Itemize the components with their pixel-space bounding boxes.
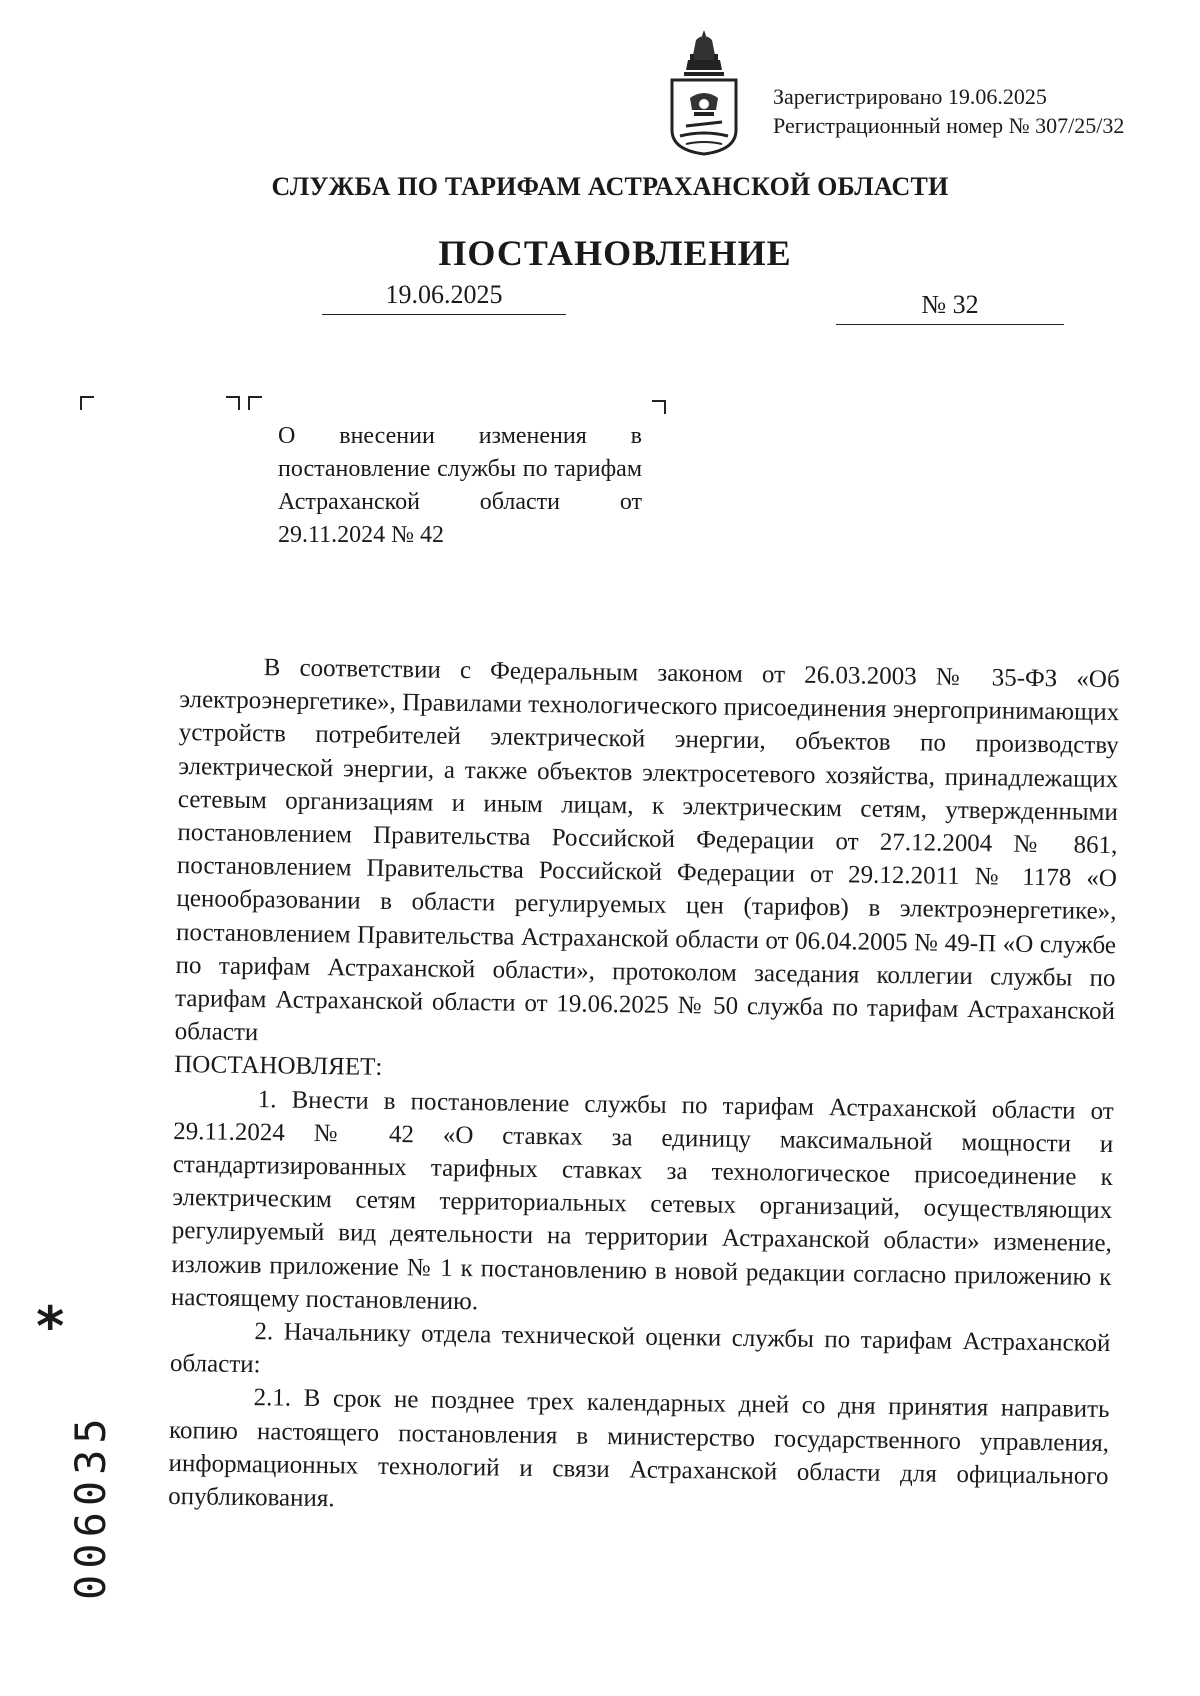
item-2-paragraph: 2. Начальнику отдела технической оценки службы по тарифам Астраханской области:: [169, 1318, 1111, 1379]
item-1-paragraph: 1. Внести в постановление службы по тарифам Астраханской области от 29.11.2024 № 42 «О ставках за единицу максимальной мощности и стандартизированных тарифных ставках за технологическое присоединение к электрическим сетям территориальных сетевых организаций, осуществляющих регулируемый вид деятельности на территории Астраханской области» изменение, изложив приложение № 1 к постановлению в новой редакции согласно приложению к настоящему постановлению.: [170, 1085, 1114, 1316]
stamp-mark: *: [34, 1295, 67, 1358]
registration-note: [773, 82, 1124, 140]
bracket-corner: [248, 396, 262, 410]
coat-of-arms-icon: [666, 26, 742, 156]
registration-number: Регистрационный номер № 307/25/32: [773, 113, 1125, 138]
item-2-1-paragraph: 2.1. В срок не позднее трех календарных дней со дня принятия направить копию настоящего постановления в министерство государственного управления, информационных технологий и связи Астраханской области для официального опубликования.: [167, 1384, 1110, 1513]
resolves-heading: ПОСТАНОВЛЯЕТ:: [174, 1051, 383, 1082]
bracket-corner: [652, 400, 666, 414]
document-type: ПОСТАНОВЛЕНИЕ: [438, 233, 792, 273]
side-stamp: [22, 1295, 115, 1600]
stamp-code: 006035: [66, 1412, 115, 1600]
document-date: 19.06.2025: [322, 280, 566, 315]
registration-date: Зарегистрировано 19.06.2025: [773, 84, 1047, 109]
document-subject: О внесении изменения в постановление службы по тарифам Астраханской области от 29.11.2024 № 42: [278, 423, 642, 548]
organization-name: СЛУЖБА ПО ТАРИФАМ АСТРАХАНСКОЙ ОБЛАСТИ: [271, 172, 949, 201]
bracket-corner: [80, 396, 94, 410]
document-body: [168, 650, 1120, 1526]
document-number: № 32: [836, 290, 1064, 325]
bracket-corner: [226, 396, 240, 410]
preamble-paragraph: В соответствии с Федеральным законом от 26.03.2003 № 35-ФЗ «Об электроэнергетике», Правилами технологического присоединения энергопринимающих устройств потребителей электрической энергии, объектов по производству электрической энергии, а также объектов электросетевого хозяйства, принадлежащих сетевым организациям и иным лицам, к электрическим сетям, утвержденными постановлением Правительства Российской Федерации от 27.12.2004 № 861, постановлением Правительства Российской Федерации от 29.12.2011 № 1178 «О ценообразовании в области регулируемых цен (тарифов) в электроэнергетике», постановлением Правительства Астраханской области от 06.04.2005 № 49-П «О службе по тарифам Астраханской области», протоколом заседания коллегии службы по тарифам Астраханской области от 19.06.2025 № 50 служба по тарифам Астраханской области: [174, 654, 1120, 1047]
